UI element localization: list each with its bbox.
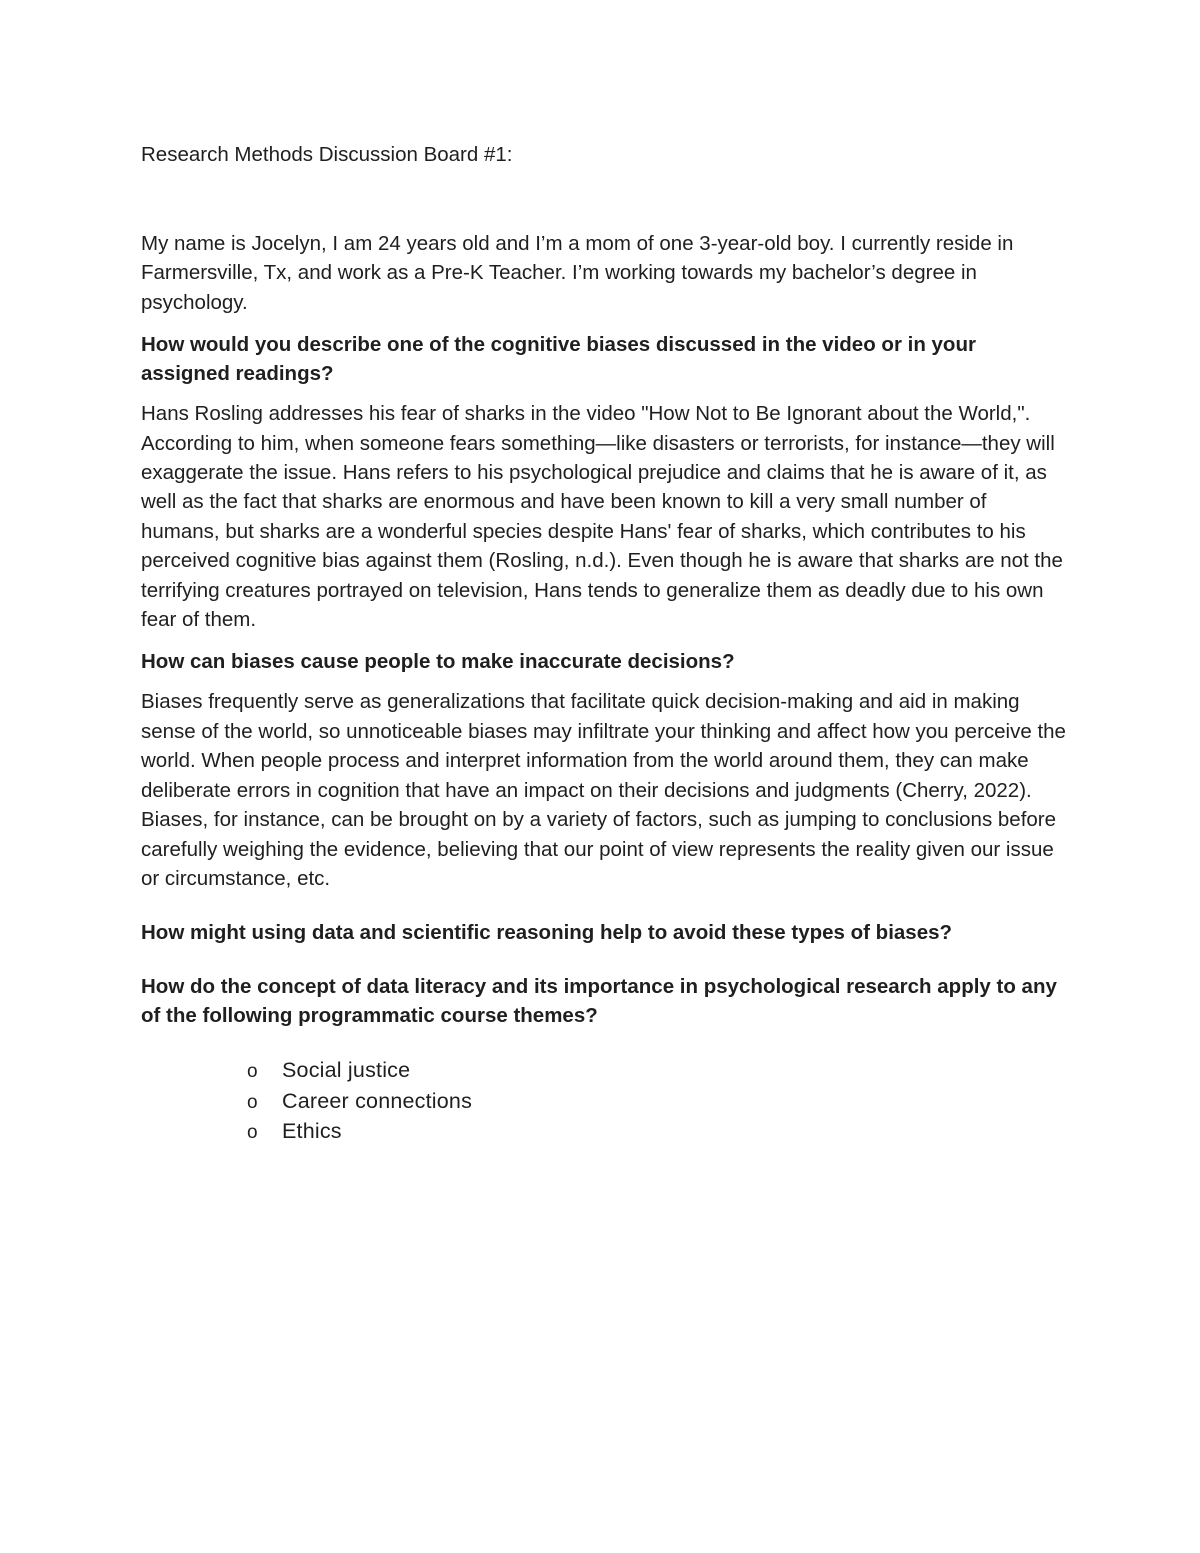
theme-ethics: Ethics [282, 1118, 342, 1143]
document-title: Research Methods Discussion Board #1: [141, 143, 513, 166]
list-item [247, 1056, 1066, 1086]
question-cognitive-bias: How would you describe one of the cognitive biases discussed in the video or in your assigned readings? [141, 333, 976, 386]
question-data-literacy: How do the concept of data literacy and its importance in psychological research apply to any of the following programmatic course themes? [141, 975, 1057, 1028]
bullet-circle-icon: o [247, 1061, 258, 1083]
answer-inaccurate-decisions: Biases frequently serve as generalizations that facilitate quick decision-making and aid in making sense of the world, so unnoticeable biases may infiltrate your thinking and affect how you perceive the world. When people process and interpret information from the world around them, they can make deliberate errors in cognition that have an impact on their decisions and judgments (Cherry, 2022). Biases, for instance, can be brought on by a variety of factors, such as jumping to conclusions before carefully weighing the evidence, believing that our point of view represents the reality given our issue or circumstance, etc. [141, 690, 1066, 890]
course-themes-list [141, 1056, 1066, 1147]
document-body [141, 140, 1066, 1147]
list-item [247, 1117, 1066, 1147]
question-data-reasoning: How might using data and scientific reasoning help to avoid these types of biases? [141, 921, 953, 945]
intro-paragraph: My name is Jocelyn, I am 24 years old and I’m a mom of one 3-year-old boy. I currently reside in Farmersville, Tx, and work as a Pre-K Teacher. I’m working towards my bachelor’s degree in psychology. [141, 232, 1014, 314]
theme-social-justice: Social justice [282, 1058, 411, 1083]
list-item [247, 1087, 1066, 1117]
question-inaccurate-decisions: How can biases cause people to make inaccurate decisions? [141, 650, 735, 674]
theme-career-connections: Career connections [282, 1088, 473, 1113]
bullet-circle-icon: o [247, 1121, 258, 1143]
bullet-circle-icon: o [247, 1091, 258, 1113]
answer-cognitive-bias: Hans Rosling addresses his fear of sharks in the video "How Not to Be Ignorant about the World,". According to him, when someone fears something—like disasters or terrorists, for instance—they will exaggerate the issue. Hans refers to his psychological prejudice and claims that he is aware of it, as well as the fact that sharks are enormous and have been known to kill a very small number of humans, but sharks are a wonderful species despite Hans' fear of sharks, which contributes to his perceived cognitive bias against them (Rosling, n.d.). Even though he is aware that sharks are not the terrifying creatures portrayed on television, Hans tends to generalize them as deadly due to his own fear of them. [141, 402, 1063, 632]
